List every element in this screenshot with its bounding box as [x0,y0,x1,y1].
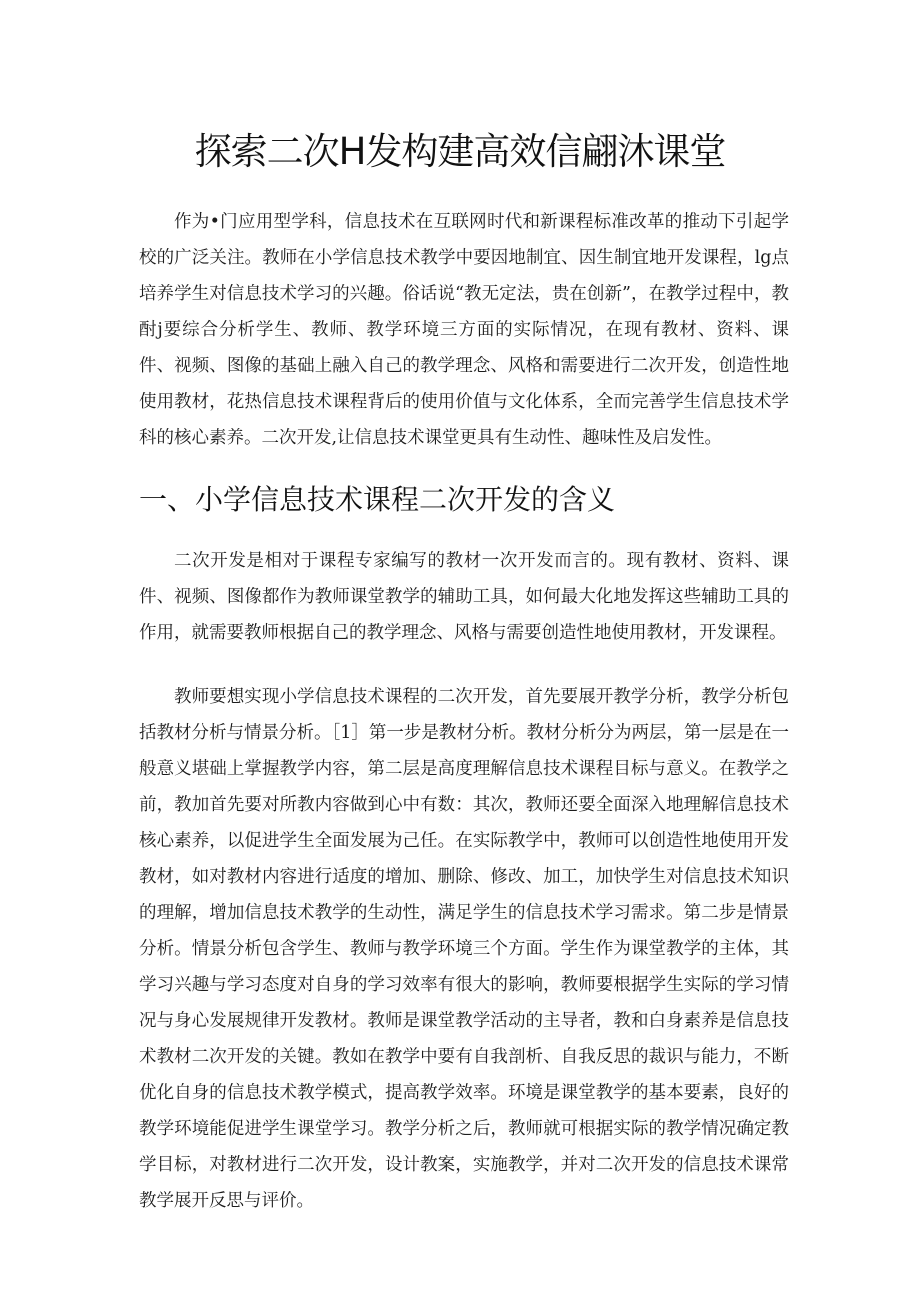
definition-paragraph: 二次开发是相对于课程专家编写的教材一次开发而言的。现有教材、资料、课件、视频、图像都作为教师课堂教学的辅助工具，如何最大化地发挥这些辅助工具的作用，就需要教师根据自己的教学理念、风格与需要创造性地使用教材，开发课程。 [139,551,789,643]
document-title: 探索二次H发构建高效信翩沐课堂 [194,130,726,173]
intro-paragraph: 作为•门应用型学科，信息技术在互联网时代和新课程标准改革的推动下引起学校的广泛关注。教师在小学信息技术教学中要因地制宜、因生制宜地开发课程，lg点培养学生对信息技术学习的兴趣。俗话说“教无定法，贵在创新”，在教学过程中，教酎j要综合分析学生、教师、教学环境三方面的实际情况，在现有教材、资料、课件、视频、图像的基础上融入自己的教学理念、风格和需要进行二次开发，创造性地使用教材，花热信息技术课程背后的使用价值与文化体系，全而完善学生信息技术学科的核心素养。二次开发,让信息技术课堂更具有生动性、趣味性及启发性。 [139,212,789,448]
analysis-paragraph: 教师要想实现小学信息技术课程的二次开发，首先要展开教学分析，教学分析包括教材分析与情景分析。［1］第一步是教材分析。教材分析分为两层，第一层是在一般意义堪础上掌握教学内容，第二层是高度理解信息技术课程目标与意义。在教学之前，教加首先要对所教内容做到心中有数：其次，教师还要全面深入地理解信息技术核心素养，以促进学生全面发展为己任。在实际教学中，教师可以创造性地使用开发教材，如对教材内容进行适度的增加、删除、修改、加工，加快学生对信息技术知识的理解，增加信息技术教学的生动性，满足学生的信息技术学习需求。第二步是情景分析。情景分析包含学生、教师与教学环境三个方面。学生作为课堂教学的主体，其学习兴趣与学习态度对自身的学习效率有很大的影响，教师要根据学生实际的学习情况与身心发展规律开发教材。教师是课堂教学活动的主导者，教和白身素养是信息技术教材二次开发的关键。教如在教学中要有自我剖析、自我反思的裁识与能力，不断优化自身的信息技术教学模式，提高教学效率。环境是课堂教学的基本要素，良好的教学环境能促进学生课堂学习。教学分析之后，教师就可根据实际的教学情况确定教学目标，对教材进行二次开发，设计教案，实施教学，并对二次开发的信息技术课常教学展开反思与评价。 [139,687,789,1211]
section-heading-1: 一、小学信息技术课程二次开发的含义 [139,483,616,516]
